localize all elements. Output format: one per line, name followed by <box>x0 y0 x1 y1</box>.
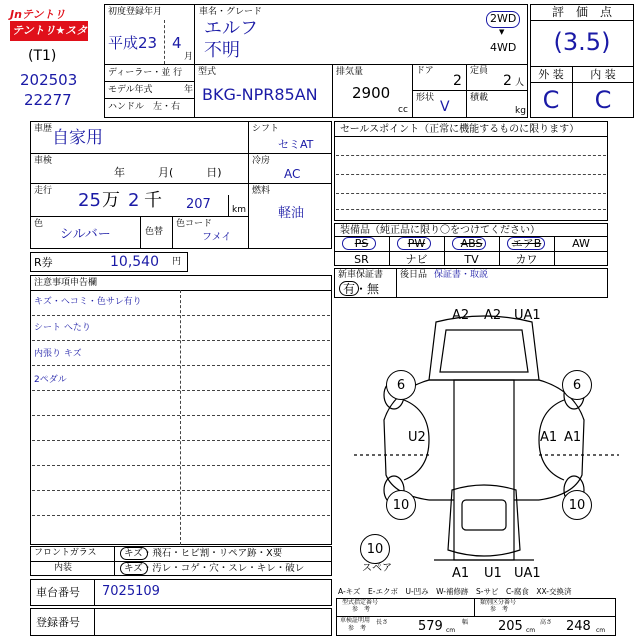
handle-label: ハンドル 左・右 <box>108 102 181 112</box>
damage-u2: U2 <box>408 430 426 445</box>
model-ref: 参 考 <box>352 606 371 613</box>
color-code-label: 色コード <box>176 219 213 229</box>
damage-a1-rear: A1 <box>452 566 470 581</box>
lot-number-1: 202503 <box>20 71 78 89</box>
fuel-label: 燃料 <box>252 186 271 196</box>
logo-bottom: テントリ★スター <box>10 21 88 41</box>
interior-text: キズ・汚レ・コゲ・穴・スレ・キレ・破レ <box>124 563 305 574</box>
notes-title: 注意事項申告欄 <box>34 278 98 288</box>
fuel-value: 軽油 <box>278 206 305 221</box>
drive-4wd: 4WD <box>490 41 517 54</box>
model-code: BKG-NPR85AN <box>202 85 318 104</box>
equip-pw: PW <box>407 237 426 250</box>
ac-value: AC <box>284 167 301 181</box>
shape-label: 形状 <box>416 93 435 103</box>
front-glass-text: キズ・飛石・ヒビ割・リペア跡・X要 <box>124 548 283 559</box>
door-label: ドア <box>416 66 434 76</box>
equip-abs: ABS <box>460 237 483 250</box>
kg-unit: kg <box>515 106 526 116</box>
reg-year-label: 初度登録年月 <box>108 7 163 17</box>
damage-a2-left: A2 <box>452 308 470 323</box>
name-grade-label: 車名・グレード <box>199 7 263 17</box>
damage-legend: A-キズ E-エクボ U-凹み W-補修跡 S-サビ C-腐食 XX-交換済 <box>338 587 572 596</box>
damage-ua1-rear: UA1 <box>514 566 541 581</box>
use-value: 自家用 <box>52 128 103 148</box>
warranty-value: 有・無 <box>343 282 380 296</box>
equip-airbag: エアB <box>511 237 542 250</box>
damage-a1-right-1: A1 <box>540 430 558 445</box>
reg-era-year: 平成23 <box>108 34 158 52</box>
year-unit: 年 <box>184 85 194 95</box>
equip-ps: PS <box>354 237 369 250</box>
shift-value: セミAT <box>278 138 314 151</box>
length-unit: cm <box>446 627 456 634</box>
equip-tv: TV <box>464 253 479 266</box>
month-unit: 月 <box>184 52 194 62</box>
chevron-down-icon: ▼ <box>499 28 505 36</box>
load-label: 積載 <box>470 93 489 103</box>
damage-ua1-front: UA1 <box>514 308 541 323</box>
sales-point-title: セールスポイント（正常に機能するものに限ります） <box>340 124 580 135</box>
height-value: 248 <box>566 619 591 634</box>
warranty-label: 新車保証書 <box>338 270 384 280</box>
dealer-label: ディーラー・並 行 <box>108 68 183 78</box>
model-year-label: モデル年式 <box>108 85 153 95</box>
inspection-value: 年 月( 日) <box>114 166 222 179</box>
shift-label: シフト <box>252 124 280 134</box>
front-glass-label: フロントガラス <box>34 548 97 558</box>
note-item-2: シート へたり <box>34 323 91 333</box>
damage-u1-rear: U1 <box>484 566 502 581</box>
color-value: シルバー <box>60 227 111 242</box>
reg-month: 4 <box>172 34 182 52</box>
mileage-man: 25 <box>78 190 101 211</box>
equip-navi: ナビ <box>405 253 428 266</box>
sen-unit: 千 <box>144 190 162 211</box>
damage-a2-right: A2 <box>484 308 502 323</box>
grade: 不明 <box>204 40 240 61</box>
chassis-label: 車台番号 <box>36 586 80 599</box>
length-label: 長さ <box>376 619 389 626</box>
interior-grade: C <box>594 86 612 114</box>
equip-leather: カワ <box>515 253 538 266</box>
logo-top: Jnテントリ <box>10 6 88 20</box>
equip-aw: AW <box>572 237 590 250</box>
drive-2wd: 2WD <box>490 12 517 25</box>
color-label: 色 <box>34 219 44 229</box>
note-item-3: 内張り キズ <box>34 349 82 359</box>
km-unit: km <box>232 205 246 215</box>
t-code: (T1) <box>28 48 57 64</box>
note-item-1: キズ・ヘコミ・色サレ有り <box>34 297 142 307</box>
use-label: 車歴 <box>34 124 53 134</box>
length-value: 579 <box>418 619 443 634</box>
recycle-box <box>30 252 188 272</box>
recycle-unit: 円 <box>172 257 182 267</box>
tire-front-right: 6 <box>562 370 592 400</box>
cert-ref: 参 考 <box>348 625 367 632</box>
displacement-label: 排気量 <box>336 67 364 77</box>
interior-label: 内装 <box>54 563 73 573</box>
chassis-value: 7025109 <box>102 584 160 599</box>
mileage-label: 走行 <box>34 186 53 196</box>
color-change-label: 色替 <box>145 227 164 237</box>
mileage-sen: 2 <box>128 190 140 211</box>
recycle-label: R券 <box>34 256 53 269</box>
category-ref: 参 考 <box>490 606 509 613</box>
capacity: 2 <box>503 73 512 89</box>
door-count: 2 <box>453 73 462 89</box>
capacity-unit: 人 <box>515 78 525 88</box>
spare-label: スペア <box>362 563 392 574</box>
width-value: 205 <box>498 619 523 634</box>
tire-spare: 10 <box>360 534 390 564</box>
capacity-label: 定員 <box>470 66 489 76</box>
after-label: 後日品 <box>400 270 428 280</box>
model-ref-label: 型式指定番号 <box>342 599 379 606</box>
tire-front-left: 6 <box>386 370 416 400</box>
man-unit: 万 <box>102 190 120 211</box>
tire-rear-left: 10 <box>386 490 416 520</box>
mileage-rest: 207 <box>186 197 211 212</box>
width-label: 幅 <box>462 619 469 626</box>
rating-title: 評 価 点 <box>551 5 612 19</box>
car-name: エルフ <box>204 18 258 39</box>
model-label: 型式 <box>198 67 217 77</box>
height-unit: cm <box>596 627 606 634</box>
cert-label: 車検証明用 <box>340 617 371 624</box>
width-unit: cm <box>526 627 536 634</box>
equipment-title: 装備品（純正品に限り〇をつけてください） <box>340 225 540 236</box>
after-value: 保証書・取説 <box>434 270 489 280</box>
equip-sr: SR <box>354 253 369 266</box>
damage-a1-right-2: A1 <box>564 430 582 445</box>
ac-label: 冷房 <box>252 156 271 166</box>
recycle-value: 10,540 <box>110 254 159 270</box>
category-ref-label: 類別区分番号 <box>480 599 517 606</box>
interior-label: 内 装 <box>590 68 616 81</box>
rating-score: (3.5) <box>553 28 611 56</box>
lot-number-2: 22277 <box>24 91 72 109</box>
tire-rear-right: 10 <box>562 490 592 520</box>
color-code: フメイ <box>202 232 232 243</box>
exterior-label: 外 装 <box>538 68 564 81</box>
shape: V <box>440 99 450 115</box>
cc-unit: cc <box>398 105 408 115</box>
exterior-grade: C <box>542 86 560 114</box>
height-label: 高さ <box>540 619 553 626</box>
registration-label: 登録番号 <box>36 616 80 629</box>
displacement: 2900 <box>352 84 391 102</box>
note-item-4: 2ペダル <box>34 375 67 385</box>
inspection-label: 車検 <box>34 156 53 166</box>
